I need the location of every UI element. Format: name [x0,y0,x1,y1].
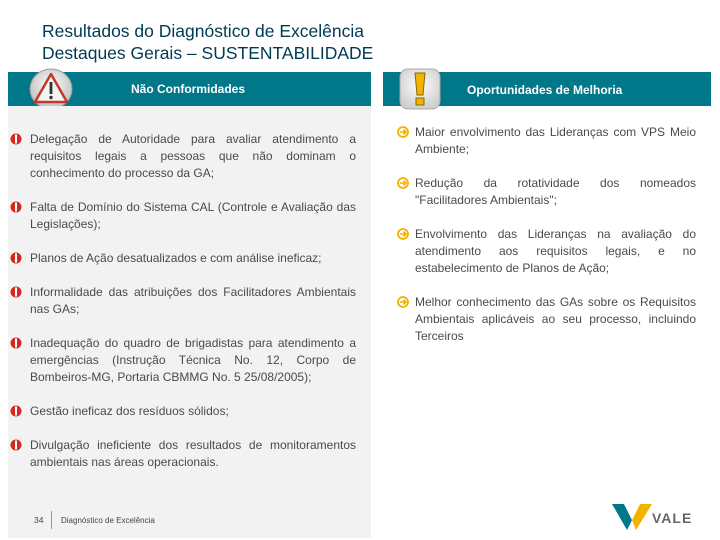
slide-subtitle: Destaques Gerais – SUSTENTABILIDADE [42,43,374,63]
footer-divider [51,511,52,529]
bullet-icon [10,439,22,451]
vale-logo-icon [610,500,654,532]
list-item: Gestão ineficaz dos resíduos sólidos; [10,403,356,420]
arrow-bullet-icon [397,296,409,308]
list-item: Falta de Domínio do Sistema CAL (Controle e Avaliação das Legislações); [10,199,356,233]
bullet-icon [10,201,22,213]
arrow-bullet-icon [397,228,409,240]
list-item: Informalidade das atribuições dos Facilitadores Ambientais nas GAs; [10,284,356,318]
vale-brand-text: VALE [652,510,693,526]
bullet-icon [10,133,22,145]
footer-doc-title: Diagnóstico de Excelência [61,516,155,525]
page-number: 34 [34,515,44,525]
list-item: Planos de Ação desatualizados e com análise ineficaz; [10,250,356,267]
nonconformities-list [10,131,356,471]
bullet-icon [10,405,22,417]
arrow-bullet-icon [397,177,409,189]
bullet-icon [10,286,22,298]
list-item: Envolvimento das Lideranças na avaliação do atendimento aos requisitos legais, e no estabelecimento de Planos de Ação; [397,226,696,277]
slide-title-block [42,20,373,64]
list-item: Redução da rotatividade dos nomeados "Facilitadores Ambientais"; [397,175,696,209]
improvement-list [397,124,696,345]
list-item: Melhor conhecimento das GAs sobre os Requisitos Ambientais aplicáveis ao seu processo, incluindo Terceiros [397,294,696,345]
list-item: Delegação de Autoridade para avaliar atendimento a requisitos legais a pessoas que não dominam o conhecimento do processo da GA; [10,131,356,182]
nonconformities-heading: Não Conformidades [131,82,246,96]
list-item: Divulgação ineficiente dos resultados de monitoramentos ambientais nas áreas operacionais. [10,437,356,471]
warning-icon [29,68,73,110]
exclamation-icon [398,67,442,111]
list-item: Inadequação do quadro de brigadistas para atendimento a emergências (Instrução Técnica No. 12, Corpo de Bombeiros-MG, Portaria CBMMG No. 5 25/08/2005); [10,335,356,386]
improvement-heading: Oportunidades de Melhoria [467,83,623,97]
bullet-icon [10,252,22,264]
arrow-bullet-icon [397,126,409,138]
list-item: Maior envolvimento das Lideranças com VPS Meio Ambiente; [397,124,696,158]
slide-title: Resultados do Diagnóstico de Excelência [42,21,364,41]
bullet-icon [10,337,22,349]
